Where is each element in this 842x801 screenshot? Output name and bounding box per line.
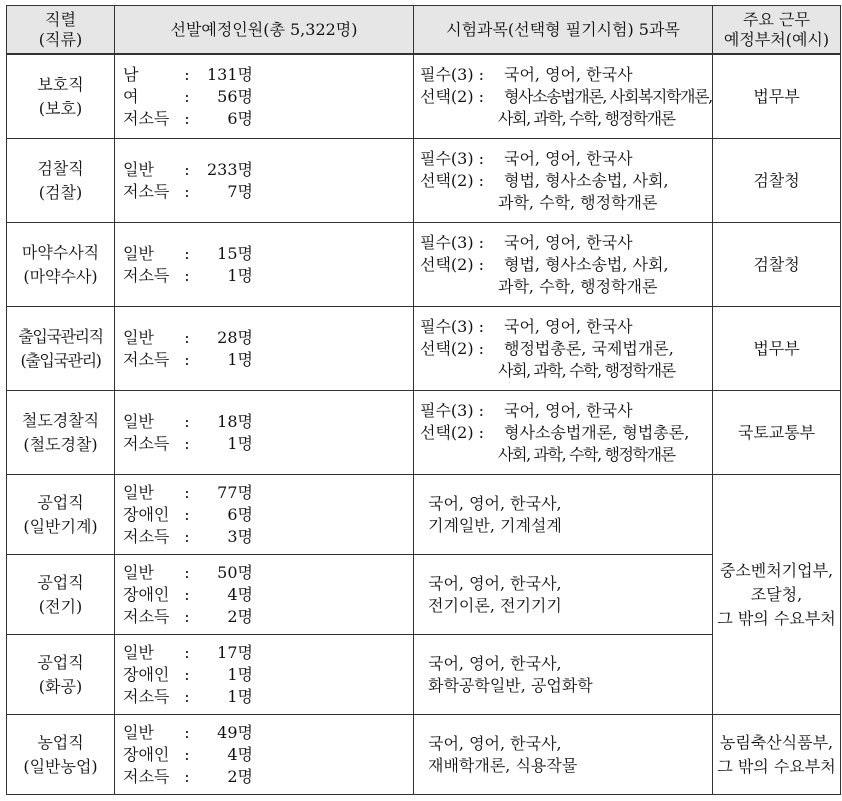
table-row bbox=[7, 307, 841, 391]
header-subjects: 시험과목(선택형 필기시험) 5과목 bbox=[414, 6, 713, 55]
series-cell: 검찰직 (검찰) bbox=[7, 139, 115, 223]
persons-cell bbox=[115, 54, 414, 139]
subjects-cell bbox=[414, 223, 713, 307]
elective-subjects-cont: 사회, 과학, 수학, 행정학개론 bbox=[498, 444, 675, 464]
subjects-cell bbox=[414, 54, 713, 139]
elective-subjects-cont: 사회, 과학, 수학, 행정학개론 bbox=[498, 360, 675, 380]
table-header-row bbox=[7, 6, 841, 55]
series-cell: 철도경찰직 (철도경찰) bbox=[7, 391, 115, 475]
subjects-cell bbox=[414, 555, 713, 635]
subjects-cell bbox=[414, 139, 713, 223]
person-line: 일반 : 15명 bbox=[123, 243, 253, 263]
department-cell-merged: 중소벤처기업부, 조달청, 그 밖의 수요부처 bbox=[713, 475, 841, 715]
series-cell: 공업직 (화공) bbox=[7, 635, 115, 715]
person-line: 남 : 131명 bbox=[123, 64, 253, 84]
series-cell: 보호직 (보호) bbox=[7, 54, 115, 139]
person-line: 저소득 : 7명 bbox=[123, 181, 253, 201]
elective-subjects: 선택(2) : 행정법총론, 국제법개론, bbox=[420, 338, 674, 358]
series-cell: 출입국관리직 (출입국관리) bbox=[7, 307, 115, 391]
person-line: 일반 : 17명 bbox=[123, 642, 253, 662]
subjects-line: 국어, 영어, 한국사, bbox=[428, 573, 562, 593]
person-line: 일반 : 233명 bbox=[123, 159, 253, 179]
person-line: 저소득 : 6명 bbox=[123, 108, 253, 128]
header-persons: 선발예정인원(총 5,322명) bbox=[115, 6, 414, 55]
table-row bbox=[7, 139, 841, 223]
subjects-cell bbox=[414, 307, 713, 391]
department-cell: 검찰청 bbox=[713, 223, 841, 307]
series-cell: 공업직 (일반기계) bbox=[7, 475, 115, 555]
persons-cell bbox=[115, 391, 414, 475]
subjects-cell bbox=[414, 391, 713, 475]
required-subjects: 필수(3) : 국어, 영어, 한국사 bbox=[420, 316, 633, 336]
subjects-line: 전기이론, 전기기기 bbox=[428, 595, 562, 615]
elective-subjects: 선택(2) : 형법, 형사소송법, 사회, bbox=[420, 170, 669, 190]
required-subjects: 필수(3) : 국어, 영어, 한국사 bbox=[420, 64, 633, 84]
elective-subjects: 선택(2) : 형법, 형사소송법, 사회, bbox=[420, 254, 669, 274]
elective-subjects: 선택(2) : 형사소송법개론, 사회복지학개론, bbox=[420, 86, 712, 106]
subjects-line: 국어, 영어, 한국사, bbox=[428, 733, 562, 753]
person-line: 장애인 : 6명 bbox=[123, 504, 253, 524]
elective-subjects-cont: 과학, 수학, 행정학개론 bbox=[498, 192, 658, 212]
subjects-line: 국어, 영어, 한국사, bbox=[428, 493, 562, 513]
required-subjects: 필수(3) : 국어, 영어, 한국사 bbox=[420, 148, 633, 168]
series-cell: 공업직 (전기) bbox=[7, 555, 115, 635]
person-line: 일반 : 77명 bbox=[123, 482, 253, 502]
department-cell: 검찰청 bbox=[713, 139, 841, 223]
subjects-line: 화학공학일반, 공업화학 bbox=[428, 675, 593, 695]
table-row bbox=[7, 715, 841, 795]
person-line: 저소득 : 2명 bbox=[123, 766, 253, 786]
person-line: 저소득 : 3명 bbox=[123, 526, 253, 546]
persons-cell bbox=[115, 223, 414, 307]
subjects-cell bbox=[414, 635, 713, 715]
table-row bbox=[7, 391, 841, 475]
elective-subjects-cont: 사회, 과학, 수학, 행정학개론 bbox=[498, 108, 675, 128]
person-line: 저소득 : 1명 bbox=[123, 686, 253, 706]
header-department: 주요 근무 예정부처(예시) bbox=[713, 6, 841, 55]
table-row bbox=[7, 223, 841, 307]
department-cell: 법무부 bbox=[713, 307, 841, 391]
department-cell: 농림축산식품부, 그 밖의 수요부처 bbox=[713, 715, 841, 795]
person-line: 장애인 : 1명 bbox=[123, 664, 253, 684]
table-row bbox=[7, 54, 841, 139]
person-line: 여 : 56명 bbox=[123, 86, 253, 106]
department-cell: 국토교통부 bbox=[713, 391, 841, 475]
elective-subjects: 선택(2) : 형사소송법개론, 형법총론, bbox=[420, 422, 690, 442]
header-series: 직렬 (직류) bbox=[7, 6, 115, 55]
recruitment-table bbox=[6, 5, 841, 795]
subjects-line: 국어, 영어, 한국사, bbox=[428, 653, 562, 673]
subjects-cell bbox=[414, 715, 713, 795]
persons-cell bbox=[115, 307, 414, 391]
series-cell: 마약수사직 (마약수사) bbox=[7, 223, 115, 307]
person-line: 장애인 : 4명 bbox=[123, 744, 253, 764]
persons-cell bbox=[115, 475, 414, 555]
series-cell: 농업직 (일반농업) bbox=[7, 715, 115, 795]
department-cell: 법무부 bbox=[713, 54, 841, 139]
persons-cell bbox=[115, 715, 414, 795]
subjects-line: 재배학개론, 식용작물 bbox=[428, 755, 578, 775]
person-line: 저소득 : 1명 bbox=[123, 265, 253, 285]
person-line: 저소득 : 2명 bbox=[123, 606, 253, 626]
person-line: 저소득 : 1명 bbox=[123, 433, 253, 453]
elective-subjects-cont: 과학, 수학, 행정학개론 bbox=[498, 276, 658, 296]
persons-cell bbox=[115, 635, 414, 715]
table-row bbox=[7, 475, 841, 555]
persons-cell bbox=[115, 555, 414, 635]
person-line: 저소득 : 1명 bbox=[123, 349, 253, 369]
persons-cell bbox=[115, 139, 414, 223]
person-line: 일반 : 49명 bbox=[123, 722, 253, 742]
person-line: 일반 : 28명 bbox=[123, 327, 253, 347]
person-line: 일반 : 18명 bbox=[123, 411, 253, 431]
required-subjects: 필수(3) : 국어, 영어, 한국사 bbox=[420, 400, 633, 420]
subjects-cell bbox=[414, 475, 713, 555]
person-line: 일반 : 50명 bbox=[123, 562, 253, 582]
required-subjects: 필수(3) : 국어, 영어, 한국사 bbox=[420, 232, 633, 252]
subjects-line: 기계일반, 기계설계 bbox=[428, 515, 562, 535]
person-line: 장애인 : 4명 bbox=[123, 584, 253, 604]
